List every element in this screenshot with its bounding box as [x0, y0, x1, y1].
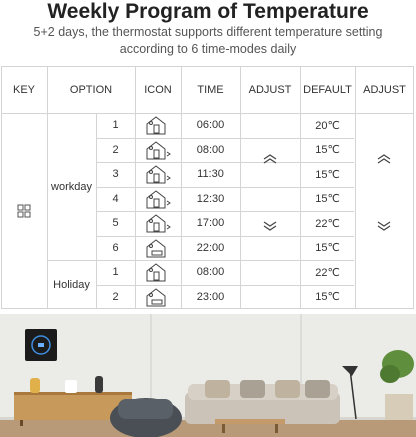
wake-up-icon [135, 260, 181, 285]
time-value: 23:00 [196, 290, 225, 303]
mode-number: 5 [112, 217, 119, 230]
menu-grid-icon [1, 113, 47, 309]
leave-home-icon [135, 187, 181, 212]
grid-line [355, 66, 356, 113]
option-group-label: Holiday [53, 278, 90, 291]
default-temperature: 15℃ [315, 168, 340, 181]
default-temperature: 22℃ [315, 266, 340, 279]
grid-line [413, 66, 414, 309]
column-header: TIME [197, 83, 224, 96]
mode-number: 2 [112, 290, 119, 303]
time-value: 12:30 [196, 192, 225, 205]
default-temperature: 15℃ [315, 144, 340, 157]
grid-line [47, 260, 96, 261]
sleep-icon [135, 285, 181, 310]
subtitle-line-1: 5+2 days, the thermostat supports different temperature setting [33, 25, 383, 39]
leave-home-icon [135, 138, 181, 163]
time-value: 08:00 [196, 266, 225, 279]
default-temperature: 15℃ [315, 193, 340, 206]
mode-number: 2 [112, 143, 119, 156]
default-temperature: 22℃ [315, 217, 340, 230]
grid-line [1, 66, 414, 67]
chevron-down-double-icon[interactable] [240, 216, 300, 236]
time-value: 22:00 [196, 241, 225, 254]
column-header: DEFAULT [303, 83, 352, 96]
column-header: ADJUST [248, 83, 292, 96]
grid-line [135, 66, 136, 113]
grid-line [47, 66, 48, 113]
return-home-icon [135, 211, 181, 236]
chevron-up-double-icon[interactable] [355, 149, 413, 169]
mode-number: 4 [112, 192, 119, 205]
living-room-photo [0, 314, 416, 437]
sleep-icon [135, 236, 181, 261]
default-temperature: 15℃ [315, 242, 340, 255]
default-temperature: 15℃ [315, 291, 340, 304]
mode-number: 1 [112, 119, 119, 132]
column-header: ICON [144, 83, 172, 96]
return-home-icon [135, 162, 181, 187]
page-title: Weekly Program of Temperature [47, 0, 369, 23]
subtitle-line-2: according to 6 time-modes daily [119, 42, 297, 56]
page-subtitle [0, 24, 416, 58]
mode-number: 1 [112, 266, 119, 279]
grid-line [240, 66, 241, 113]
time-value: 08:00 [196, 143, 225, 156]
column-header: KEY [12, 83, 35, 96]
weekly-program-table [1, 66, 414, 309]
column-header: ADJUST [363, 83, 406, 96]
grid-line [355, 113, 356, 309]
grid-line [181, 66, 182, 113]
chevron-up-double-icon[interactable] [240, 149, 300, 169]
time-value: 17:00 [196, 217, 225, 230]
grid-line [300, 66, 301, 113]
wake-up-icon [135, 113, 181, 138]
time-value: 11:30 [197, 168, 224, 181]
column-header: OPTION [69, 83, 113, 96]
option-group-label: workday [51, 180, 92, 193]
time-value: 06:00 [196, 119, 225, 132]
mode-number: 3 [112, 168, 119, 181]
chevron-down-double-icon[interactable] [355, 216, 413, 236]
mode-number: 6 [112, 241, 119, 254]
default-temperature: 20℃ [315, 119, 340, 132]
